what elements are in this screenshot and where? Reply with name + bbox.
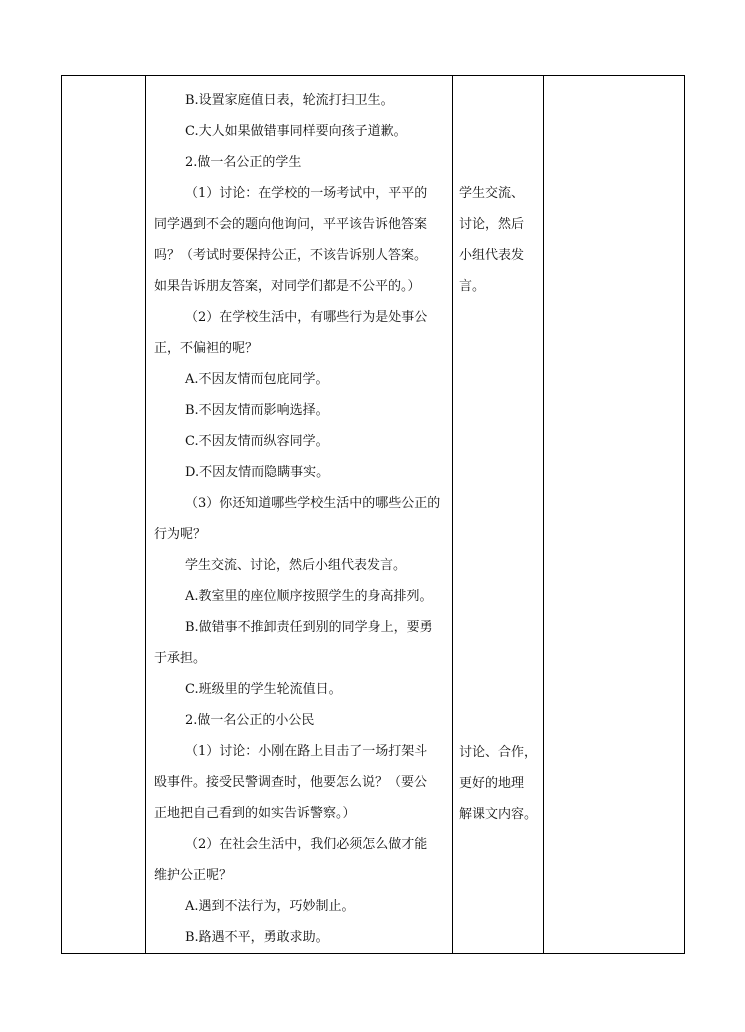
- content-line: 吗？（考试时要保持公正，不该告诉别人答案。: [154, 248, 428, 263]
- content-line: 正，不偏袒的呢？: [154, 341, 259, 356]
- stage-cell: [62, 76, 146, 954]
- content-line: 殴事件。接受民警调查时，他要怎么说？（要公: [154, 775, 428, 790]
- content-line: 如果告诉朋友答案，对同学们都是不公平的。）: [154, 279, 421, 294]
- content-line: 行为呢？: [154, 527, 207, 542]
- content-line: 维护公正呢？: [154, 868, 233, 883]
- content-line: C.不因友情而纵容同学。: [185, 434, 329, 449]
- content-line: 于承担。: [154, 651, 207, 666]
- content-line: 同学遇到不会的题向他询问，平平该告诉他答案: [154, 217, 428, 232]
- content-line: 正地把自己看到的如实告诉警察。）: [154, 806, 356, 821]
- content-line: （3）你还知道哪些学校生活中的哪些公正的: [185, 496, 441, 511]
- content-line: B.路遇不平，勇敢求助。: [185, 930, 329, 945]
- content-line: 学生交流、讨论，然后小组代表发言。: [185, 558, 407, 573]
- content-line: 2.做一名公正的小公民: [185, 713, 315, 728]
- content-line: C.大人如果做错事同样要向孩子道歉。: [185, 124, 407, 139]
- content-line: （2）在学校生活中，有哪些行为是处事公: [185, 310, 428, 325]
- table-row: [62, 76, 685, 954]
- student-activity-cell: [453, 76, 544, 954]
- student-activity-note: 讨论、合作， 更好的地理 解课文内容。: [459, 745, 538, 822]
- content-line: A.不因友情而包庇同学。: [185, 372, 329, 387]
- content-line: （1）讨论：在学校的一场考试中，平平的: [185, 186, 428, 201]
- teaching-content-cell: [146, 76, 453, 954]
- content-line: （1）讨论：小刚在路上目击了一场打架斗: [185, 744, 428, 759]
- content-line: B.做错事不推卸责任到别的同学身上，要勇: [185, 620, 433, 635]
- content-line: 2.做一名公正的学生: [185, 155, 302, 170]
- content-line: A.教室里的座位顺序按照学生的身高排列。: [185, 589, 433, 604]
- content-line: B.设置家庭值日表，轮流打扫卫生。: [185, 93, 394, 108]
- content-line: A.遇到不法行为，巧妙制止。: [185, 899, 355, 914]
- content-line: C.班级里的学生轮流值日。: [185, 682, 342, 697]
- student-activity-note: 学生交流、 讨论，然后 小组代表发 言。: [459, 186, 525, 294]
- content-line: D.不因友情而隐瞒事实。: [185, 465, 330, 480]
- content-line: B.不因友情而影响选择。: [185, 403, 329, 418]
- design-intent-cell: [544, 76, 685, 954]
- content-line: （2）在社会生活中，我们必须怎么做才能: [185, 837, 428, 852]
- lesson-plan-table: [61, 75, 685, 954]
